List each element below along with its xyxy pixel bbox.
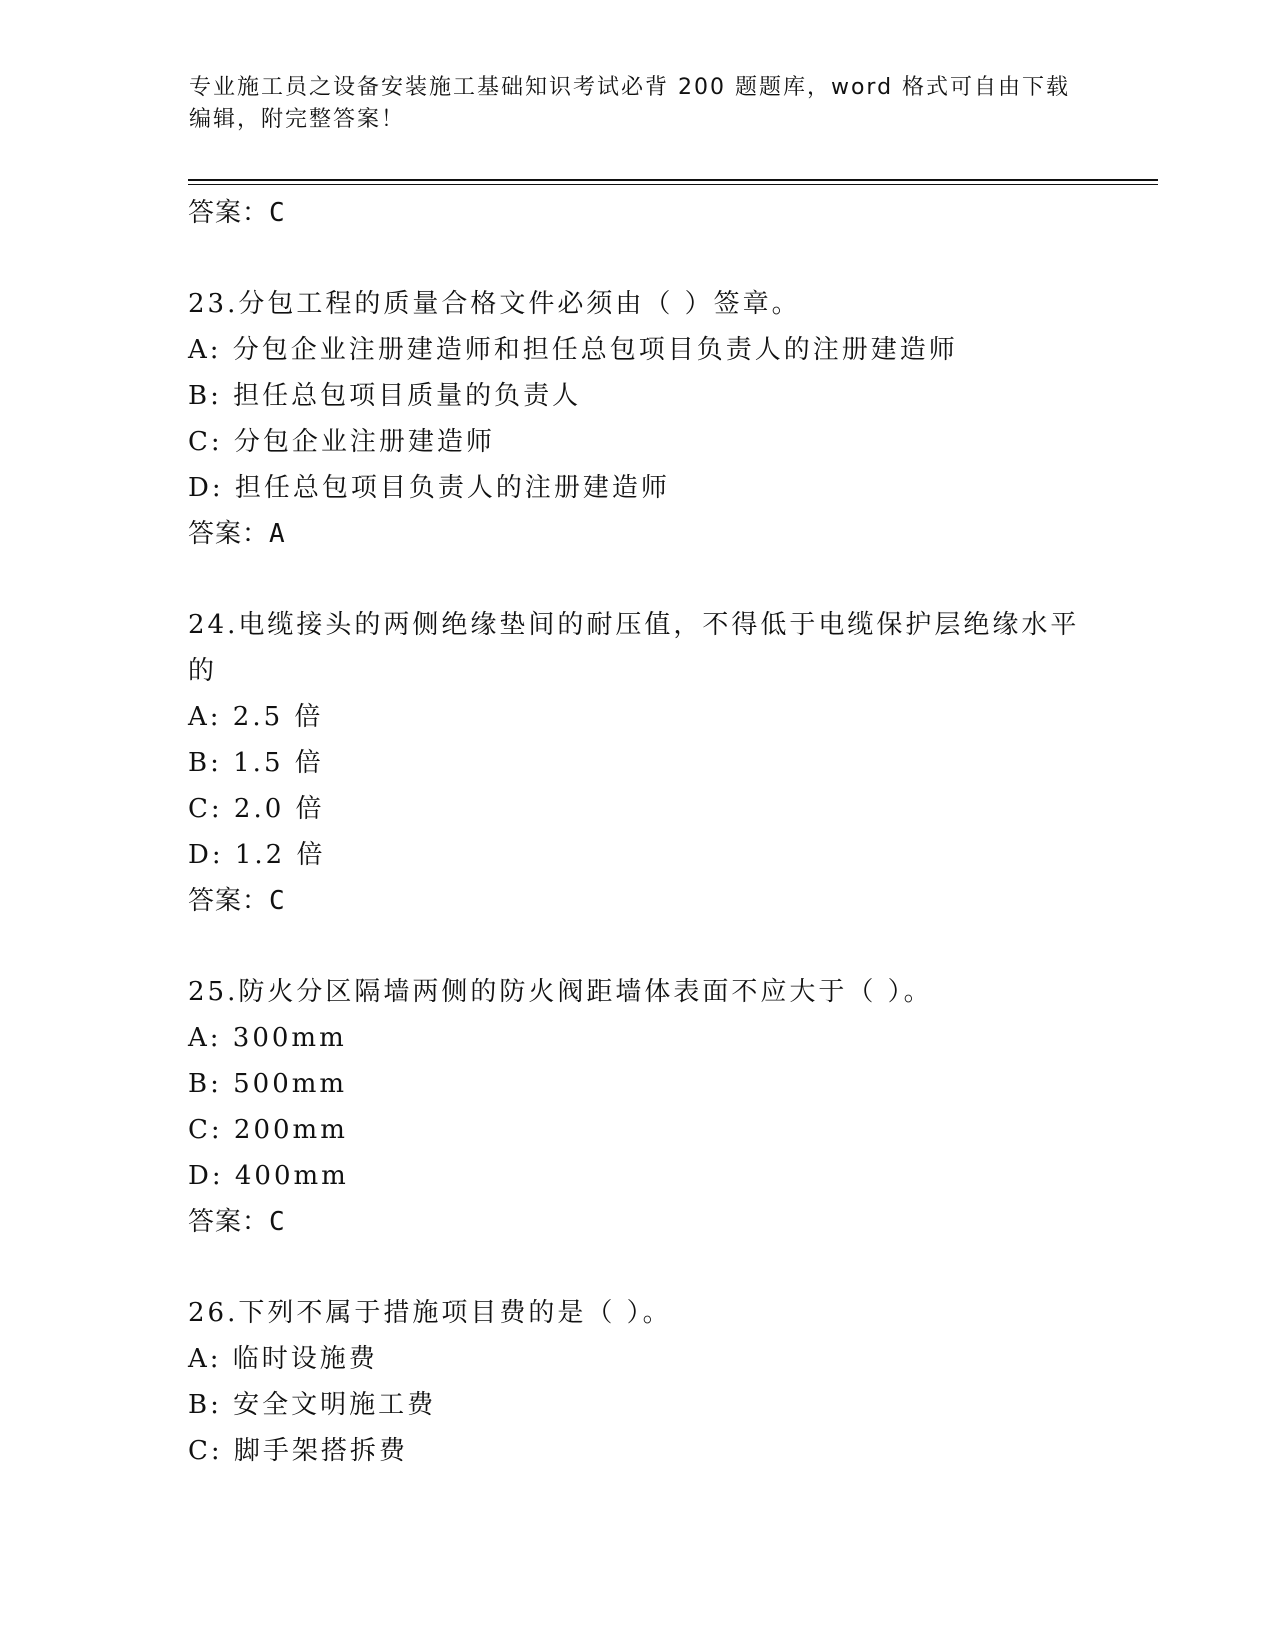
header-rule-thin [188, 184, 1158, 185]
option-d: D: 担任总包项目负责人的注册建造师 [188, 473, 670, 503]
lead-answer: 答案：C [188, 198, 286, 228]
option-b: B: 安全文明施工费 [188, 1390, 437, 1420]
option-c: C: 2.0 倍 [188, 794, 325, 824]
question-title-line-2: 的 [188, 656, 218, 686]
option-c: C: 分包企业注册建造师 [188, 427, 495, 457]
option-a: A: 临时设施费 [188, 1344, 378, 1374]
option-a: A: 分包企业注册建造师和担任总包项目负责人的注册建造师 [188, 335, 958, 365]
answer: 答案：A [188, 519, 286, 549]
header-line-1: 专业施工员之设备安装施工基础知识考试必背 200 题题库，word 格式可自由下载 [189, 75, 1071, 100]
answer: 答案：C [188, 1207, 286, 1237]
question-24 [188, 602, 1088, 924]
question-list [188, 190, 1088, 1474]
option-a: A: 300mm [188, 1023, 347, 1053]
header-line-2: 编辑，附完整答案！ [189, 107, 406, 132]
question-23 [188, 281, 1088, 557]
option-d: D: 1.2 倍 [188, 840, 326, 870]
page-header [189, 72, 1089, 136]
option-a: A: 2.5 倍 [188, 702, 324, 732]
option-b: B: 担任总包项目质量的负责人 [188, 381, 582, 411]
option-b: B: 1.5 倍 [188, 748, 324, 778]
option-c: C: 200mm [188, 1115, 348, 1145]
option-c: C: 脚手架搭拆费 [188, 1436, 408, 1466]
question-title: 25.防火分区隔墙两侧的防火阀距墙体表面不应大于（ ）。 [188, 977, 933, 1007]
question-25 [188, 969, 1088, 1245]
option-d: D: 400mm [188, 1161, 349, 1191]
question-title-line-1: 24.电缆接头的两侧绝缘垫间的耐压值，不得低于电缆保护层绝缘水平 [188, 610, 1080, 640]
question-26 [188, 1290, 1088, 1474]
question-title: 26.下列不属于措施项目费的是（ ）。 [188, 1298, 672, 1328]
answer: 答案：C [188, 886, 286, 916]
option-b: B: 500mm [188, 1069, 348, 1099]
header-rule-thick [188, 179, 1158, 181]
question-title: 23.分包工程的质量合格文件必须由（ ）签章。 [188, 289, 801, 319]
